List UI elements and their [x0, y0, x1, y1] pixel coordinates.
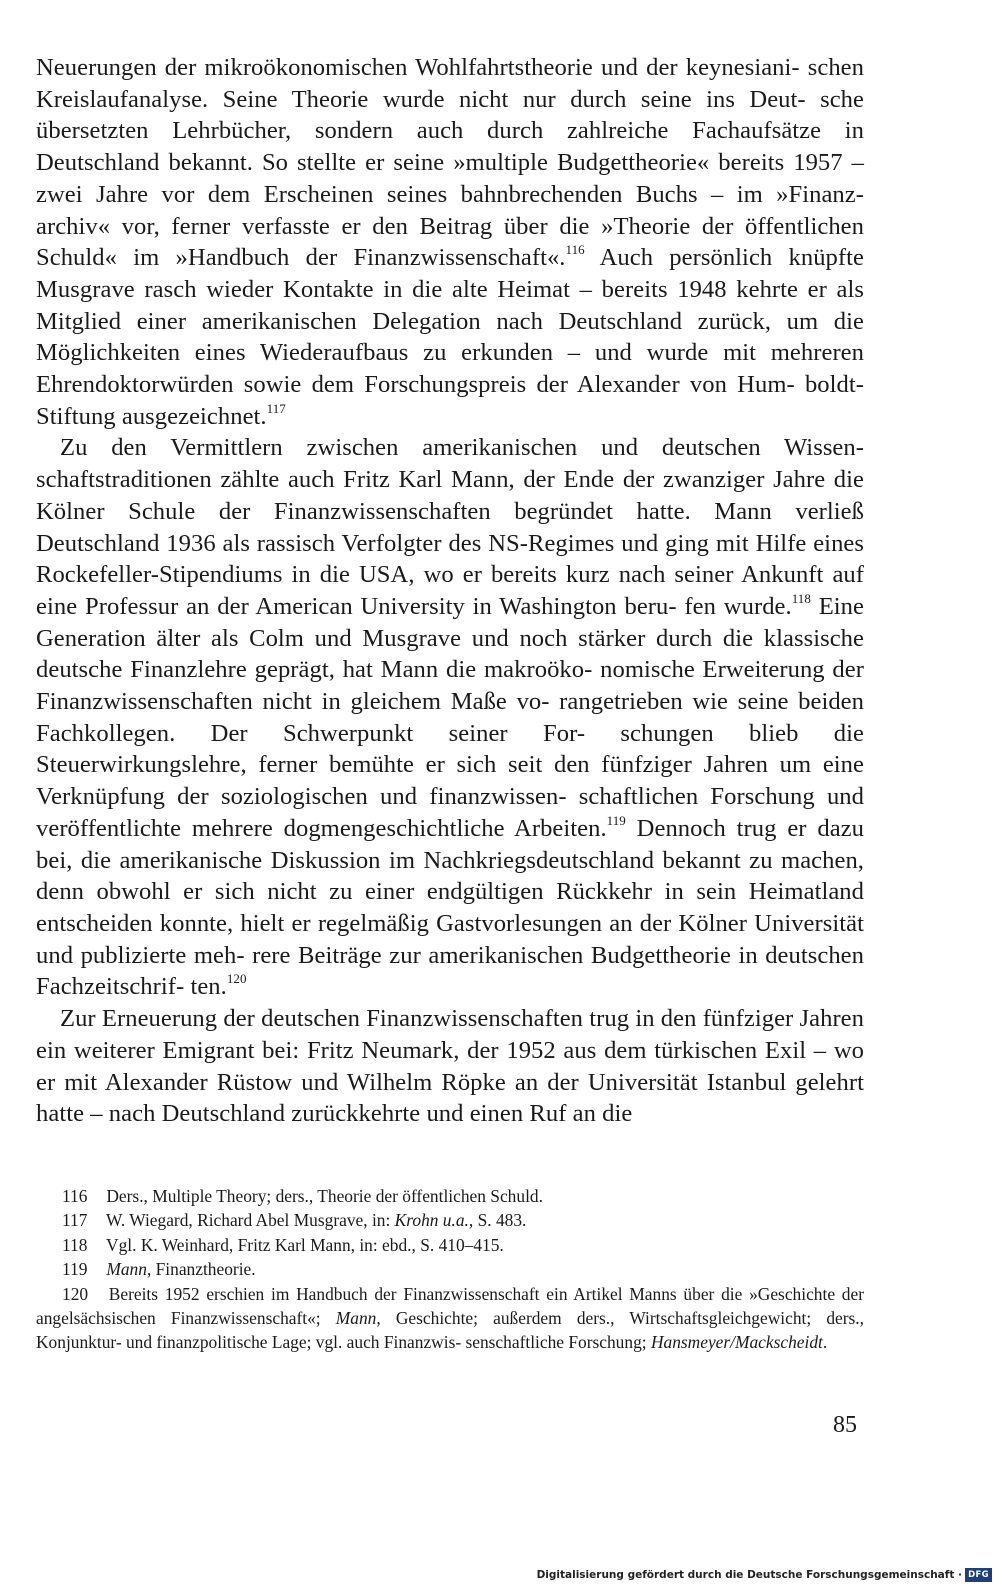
footnote-number: 119 — [62, 1259, 88, 1280]
paragraph-2-text-b: Eine Generation älter als Colm und Musgrave und noch stärker durch die klassische deutsche Finanzlehre geprägt, hat Mann die makroöko- nomische Erweiterung der Finanzwissenschaften nicht in gleichem Maße vo- rangetrieben wie seine beiden Fachkollegen. Der Schwerpunkt seiner For- schungen blieb die Steuerwirkungslehre, ferner bemühte er sich seit den fünfziger Jahren um eine Verknüpfung der soziologischen und finanzwissen- schaftlichen Forschung und veröffentlichte mehrere dogmengeschichtliche Arbeiten. — [36, 592, 864, 842]
footnote-116 — [36, 1184, 864, 1208]
digitization-credit — [537, 1568, 992, 1582]
paragraph-1 — [36, 52, 864, 432]
paragraph-2-text-c: Dennoch trug er dazu bei, die amerikanische Diskussion im Nachkriegsdeutschland bekannt zu machen, denn obwohl er sich nicht zu einer endgültigen Rückkehr in sein Heimatland entscheiden konnte, hielt er regelmäßig Gastvorlesungen an der Kölner Universität und publizierte meh- rere Beiträge zur amerikanischen Budgettheorie in deutschen Fachzeitschrif- ten. — [36, 814, 864, 1001]
footnote-number: 118 — [62, 1234, 88, 1255]
footnote-ref-117[interactable]: 117 — [266, 400, 286, 416]
page-number: 85 — [833, 1412, 857, 1438]
footnote-italic: Mann — [335, 1308, 377, 1329]
footnote-text: , S. 483. — [468, 1210, 527, 1231]
main-text — [36, 52, 864, 1130]
footnote-text: Bereits 1952 erschien im Handbuch der Finanzwissenschaft ein Artikel Manns über die »Geschichte der angelsächsischen Finanzwissenschaft«; — [36, 1283, 864, 1329]
footnote-number: 116 — [62, 1186, 88, 1206]
footnote-text: . — [822, 1332, 828, 1353]
footnotes — [36, 1184, 864, 1355]
paragraph-3-text: Zur Erneuerung der deutschen Finanzwissenschaften trug in den fünfziger Jahren ein weiterer Emigrant bei: Fritz Neumark, der 1952 aus dem türkischen Exil – wo er mit Alexander Rüstow und Wilhelm Röpke an der Universität Istanbul gelehrt hatte – nach Deutschland zurückkehrte und einen Ruf an die — [36, 1005, 864, 1128]
footnote-117 — [36, 1208, 864, 1232]
footnote-italic: Krohn u.a. — [394, 1210, 469, 1231]
paragraph-1-text-b: Auch persönlich knüpfte Musgrave rasch wieder Kontakte in die alte Heimat – bereits 1948 kehrte er als Mitglied einer amerikanischen Delegation nach Deutschland zurück, um die Möglichkeiten eines Wiederaufbaus zu erkunden – und wurde mit mehreren Ehrendoktorwürden sowie dem Forschungspreis der Alexander von Hum- boldt-Stiftung ausgezeichnet. — [36, 244, 864, 430]
footnote-text: , Geschichte; außerdem ders., Wirtschaftsgleichgewicht; ders., Konjunktur- und finanzpolitische Lage; vgl. auch Finanzwis- senschaftliche Forschung; — [36, 1308, 864, 1353]
footnote-number: 120 — [62, 1283, 89, 1304]
paragraph-2 — [36, 432, 864, 1003]
footnote-text: Ders., Multiple Theory; ders., Theorie der öffentlichen Schuld. — [106, 1186, 543, 1206]
footnote-ref-119[interactable]: 119 — [606, 812, 626, 828]
paragraph-2-text-a: Zu den Vermittlern zwischen amerikanischen und deutschen Wissen- schaftstraditionen zählte auch Fritz Karl Mann, der Ende der zwanziger Jahre die Kölner Schule der Finanzwissenschaften begründet hatte. Mann verließ Deutschland 1936 als rassisch Verfolgter des NS-Regimes und ging mit Hilfe eines Rockefeller-Stipendiums in die USA, wo er bereits kurz nach seiner Ankunft auf eine Professur an der American University in Washington beru- fen wurde. — [36, 434, 864, 620]
credit-text: Digitalisierung gefördert durch die Deutsche Forschungsgemeinschaft · — [536, 1569, 962, 1581]
footnote-text: W. Wiegard, Richard Abel Musgrave, in: — [106, 1210, 395, 1231]
footnote-120 — [36, 1282, 864, 1355]
footnote-ref-120[interactable]: 120 — [226, 971, 247, 987]
footnote-ref-116[interactable]: 116 — [565, 242, 585, 258]
footnote-ref-118[interactable]: 118 — [791, 590, 811, 606]
footnote-italic: Mann — [106, 1259, 147, 1280]
footnote-number: 117 — [62, 1210, 88, 1231]
dfg-logo-icon: DFG — [965, 1568, 992, 1582]
footnote-text: Vgl. K. Weinhard, Fritz Karl Mann, in: ebd., S. 410–415. — [106, 1234, 504, 1255]
footnote-119 — [36, 1257, 864, 1281]
footnote-118 — [36, 1233, 864, 1257]
paragraph-1-text-a: Neuerungen der mikroökonomischen Wohlfahrtstheorie und der keynesiani- schen Kreislaufanalyse. Seine Theorie wurde nicht nur durch seine ins Deut- sche übersetzten Lehrbücher, sondern auch durch zahlreiche Fachaufsätze in Deutschland bekannt. So stellte er seine »multiple Budgettheorie« bereits 1957 – zwei Jahre vor dem Erscheinen seines bahnbrechenden Buchs – im »Finanz- archiv« vor, ferner verfasste er den Beitrag über die »Theorie der öffentlichen Schuld« im »Handbuch der Finanzwissenschaft«. — [36, 54, 864, 272]
paragraph-3 — [36, 1003, 864, 1130]
footnote-text: , Finanztheorie. — [146, 1259, 256, 1280]
footnote-italic: Hansmeyer/Mackscheidt — [650, 1332, 823, 1353]
